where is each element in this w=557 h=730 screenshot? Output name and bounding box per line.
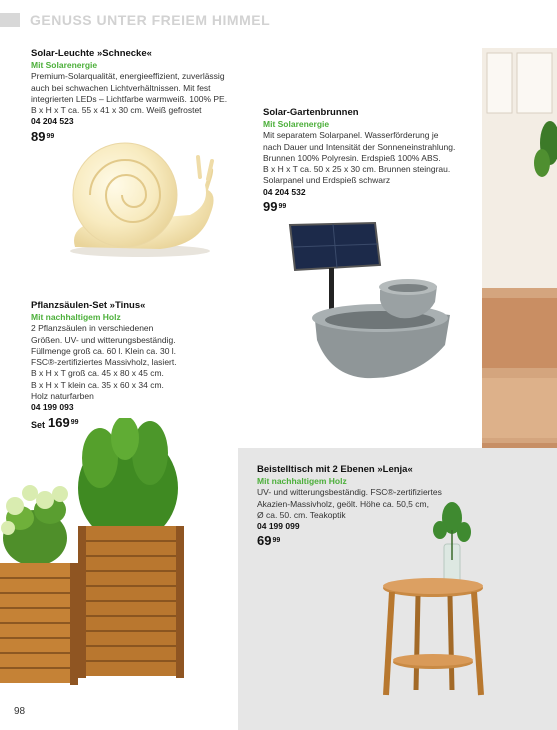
section-title: GENUSS UNTER FREIEM HIMMEL — [30, 12, 271, 28]
product-name: Solar-Leuchte »Schnecke« — [31, 48, 152, 59]
price-cents: 99 — [272, 537, 281, 545]
side-table-image — [378, 500, 488, 700]
price-euros: 99 — [263, 199, 278, 215]
product-tag: Mit nachhaltigem Holz — [31, 312, 121, 322]
product-description: Mit separatem Solarpanel. Wasserförderung je nach Dauer und Intensität der Sonneneinstrahlung. Brunnen 100% Polyresin. Erdspieß 100% ABS. B x H x T ca. 50 x 25 x 30 cm. Brunnen steingrau. Solarpanel und Erdspieß schwarz — [263, 130, 456, 186]
price-cents: 99 — [70, 418, 79, 426]
price — [263, 199, 483, 215]
article-number: 04 199 093 — [31, 402, 74, 413]
price-cents: 99 — [278, 203, 287, 211]
product-description: UV- und witterungsbeständig. FSC®-zertifiziertes Akazien-Massivholz, geölt. Höhe ca. 50,5 cm, Ø ca. 50. cm. Teakoptik — [257, 487, 442, 520]
product-name: Pflanzsäulen-Set »Tinus« — [31, 300, 146, 311]
article-number: 04 204 523 — [31, 116, 74, 127]
planter-columns-image — [0, 414, 195, 690]
interior-photo-image — [482, 48, 557, 508]
product-tag: Mit Solarenergie — [31, 60, 98, 70]
price-euros: 169 — [48, 414, 70, 430]
article-number: 04 204 532 — [263, 186, 306, 197]
product-description: Premium-Solarqualität, energieeffizient, zuverlässig auch bei schwachen Lichtverhältnissen. Mit fest integrierten LEDs – Lichtfarbe warmweiß. 100% PE. B x H x T ca. 55 x 41 x 30 cm. Weiß gefrostet — [31, 71, 228, 116]
section-marker — [0, 13, 20, 27]
product-planter-set — [31, 300, 211, 431]
product-name: Beistelltisch mit 2 Ebenen »Lenja« — [257, 464, 413, 475]
price-euros: 89 — [31, 128, 46, 144]
price-euros: 69 — [257, 533, 272, 549]
price-prefix: Set — [31, 419, 46, 430]
product-solar-fountain — [263, 107, 483, 215]
solar-fountain-image — [285, 220, 455, 385]
page-number: 98 — [14, 706, 26, 717]
price-cents: 99 — [46, 132, 55, 140]
product-solar-snail — [31, 48, 241, 142]
product-tag: Mit nachhaltigem Holz — [257, 476, 347, 486]
product-description: 2 Pflanzsäulen in verschiedenen Größen. UV- und witterungsbeständig. Füllmenge groß ca. 60 l. Klein ca. 30 l. FSC®-zertifiziertes Massivholz, lasiert. B x H x T groß ca. 45 x 80 x 45 cm. B x H x T klein ca. 35 x 60 x 34 cm. Holz naturfarben — [31, 323, 177, 402]
snail-lamp-image — [60, 135, 220, 260]
product-tag: Mit Solarenergie — [263, 119, 330, 129]
article-number: 04 199 099 — [257, 521, 300, 532]
product-name: Solar-Gartenbrunnen — [263, 107, 359, 118]
